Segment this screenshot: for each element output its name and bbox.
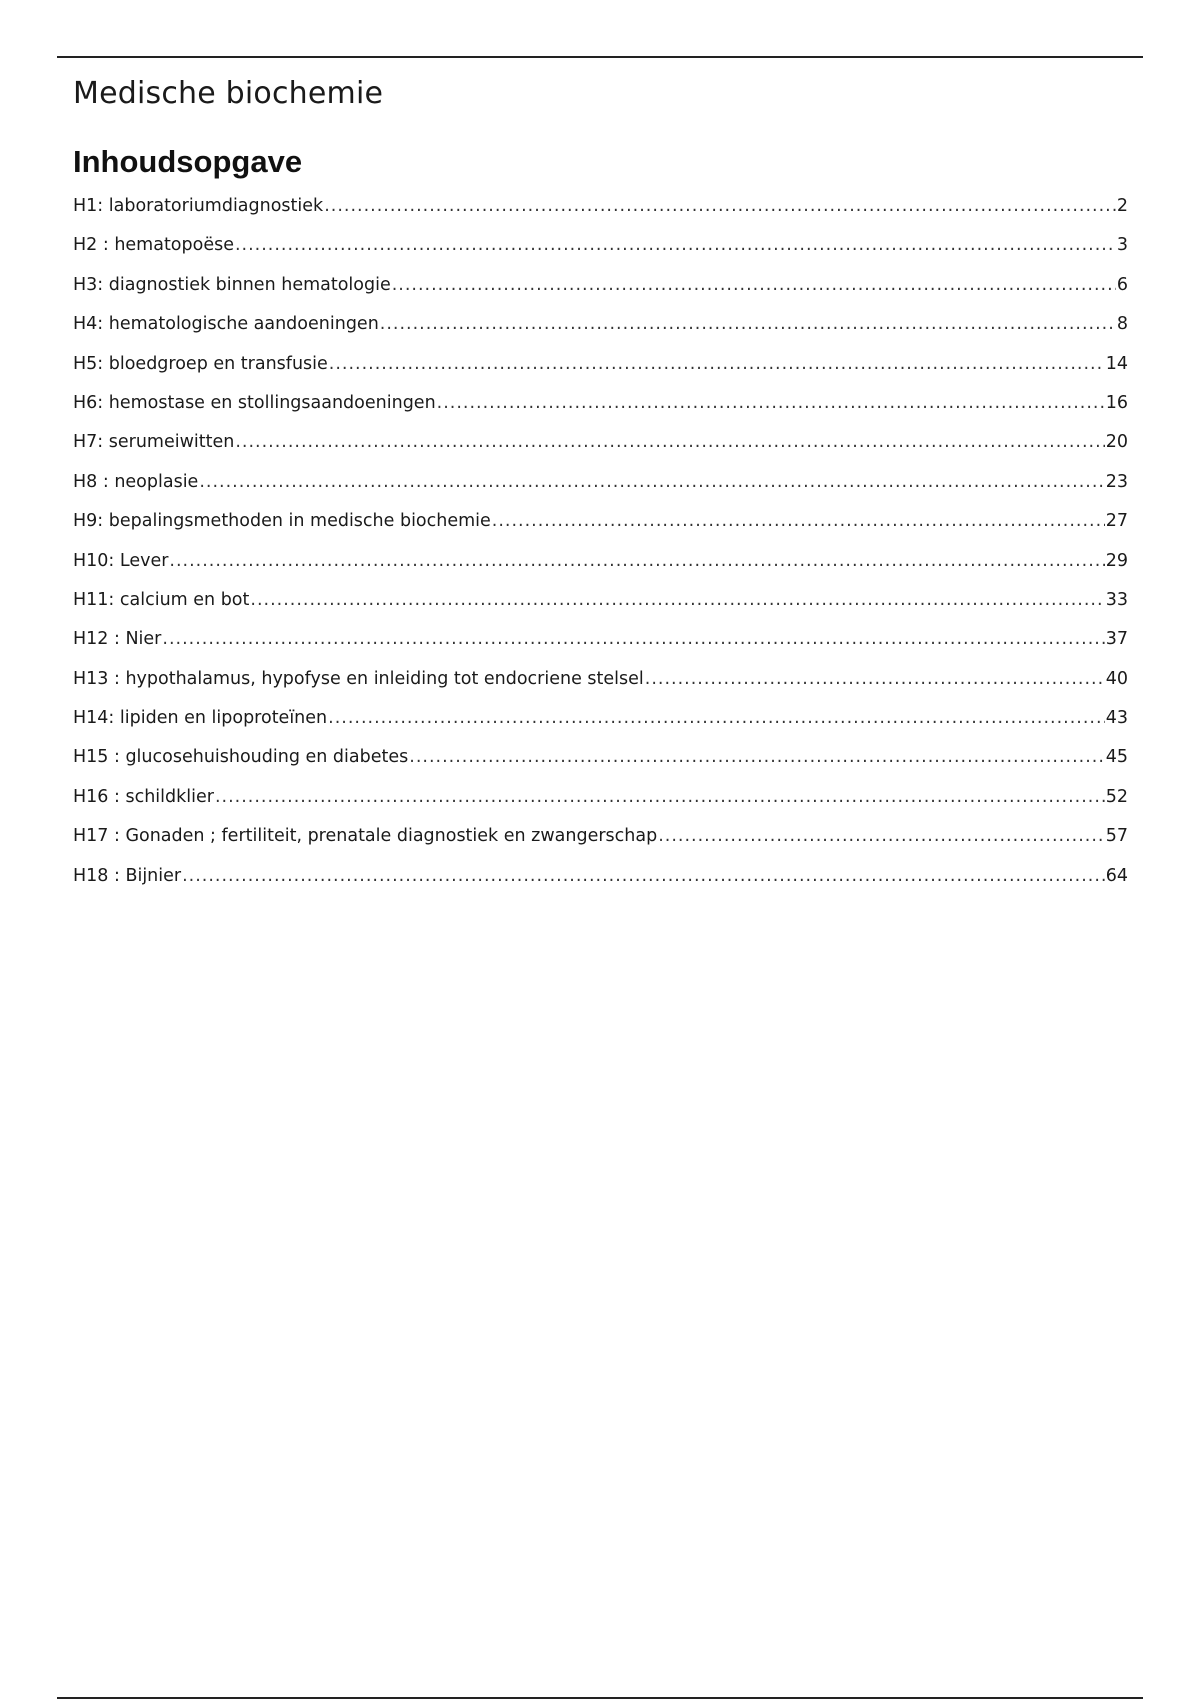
toc-entry-page: 8: [1116, 314, 1128, 335]
toc-leader: [199, 472, 1104, 492]
toc-leader: [250, 590, 1104, 610]
toc-entry[interactable]: [73, 393, 1128, 432]
toc-entry-label: H3: diagnostiek binnen hematologie: [73, 274, 391, 295]
toc-entry-label: H16 : schildklier: [73, 786, 214, 807]
header-rule: [57, 56, 1143, 58]
toc-entry-label: H8 : neoplasie: [73, 471, 199, 492]
toc-entry-page: 57: [1105, 826, 1128, 847]
toc-entry-label: H10: Lever: [73, 550, 169, 571]
toc-entry-label: H5: bloedgroep en transfusie: [73, 353, 328, 374]
toc-entry[interactable]: [73, 629, 1128, 668]
toc-entry-label: H1: laboratoriumdiagnostiek: [73, 196, 324, 216]
toc-entry-page: 37: [1105, 629, 1128, 650]
toc-entry-page: 20: [1105, 432, 1128, 453]
toc-leader: [645, 669, 1105, 689]
toc-entry[interactable]: [73, 196, 1128, 235]
toc-entry[interactable]: [73, 708, 1128, 747]
toc-leader: [329, 354, 1105, 374]
toc-leader: [235, 432, 1104, 452]
toc-entry-label: H15 : glucosehuishouding en diabetes: [73, 747, 409, 768]
toc-entry-page: 64: [1105, 865, 1128, 886]
toc-entry[interactable]: [73, 511, 1128, 550]
toc-leader: [324, 196, 1116, 216]
toc-leader: [380, 314, 1116, 334]
toc-leader: [409, 747, 1104, 767]
toc-entry-label: H6: hemostase en stollingsaandoeningen: [73, 392, 436, 413]
toc-entry[interactable]: [73, 747, 1128, 786]
toc-leader: [169, 551, 1104, 571]
toc-entry-label: H14: lipiden en lipoproteïnen: [73, 708, 328, 729]
toc-leader: [162, 629, 1104, 649]
toc-entry[interactable]: [73, 590, 1128, 629]
table-of-contents: [73, 196, 1128, 905]
toc-leader: [392, 275, 1116, 295]
toc-entry-page: 27: [1105, 511, 1128, 532]
document-title: Medische biochemie: [73, 76, 384, 111]
toc-entry-page: 16: [1105, 392, 1128, 413]
toc-entry-label: H9: bepalingsmethoden in medische biochemie: [73, 511, 491, 532]
toc-heading: Inhoudsopgave: [73, 144, 303, 179]
toc-entry-page: 23: [1105, 471, 1128, 492]
toc-entry-page: 14: [1105, 353, 1128, 374]
toc-leader: [235, 235, 1116, 255]
toc-entry-page: 29: [1105, 550, 1128, 571]
toc-leader: [328, 708, 1105, 728]
toc-entry-page: 6: [1116, 274, 1128, 295]
toc-entry-page: 40: [1105, 668, 1128, 689]
toc-entry[interactable]: [73, 275, 1128, 314]
toc-entry-page: 43: [1105, 708, 1128, 729]
toc-entry-label: H4: hematologische aandoeningen: [73, 314, 379, 335]
toc-leader: [182, 866, 1105, 886]
toc-entry[interactable]: [73, 669, 1128, 708]
footer-rule: [57, 1697, 1143, 1699]
toc-entry-label: H7: serumeiwitten: [73, 432, 235, 453]
toc-entry-page: 52: [1105, 786, 1128, 807]
toc-leader: [658, 826, 1105, 846]
toc-entry[interactable]: [73, 354, 1128, 393]
toc-entry[interactable]: [73, 551, 1128, 590]
toc-leader: [492, 511, 1105, 531]
toc-entry-label: H11: calcium en bot: [73, 589, 250, 610]
toc-entry-label: H2 : hematopoëse: [73, 235, 234, 256]
toc-entry[interactable]: [73, 314, 1128, 353]
toc-leader: [215, 787, 1105, 807]
toc-entry[interactable]: [73, 432, 1128, 471]
toc-entry[interactable]: [73, 866, 1128, 905]
toc-leader: [437, 393, 1105, 413]
toc-entry-page: 33: [1105, 589, 1128, 610]
toc-entry-label: H17 : Gonaden ; fertiliteit, prenatale diagnostiek en zwangerschap: [73, 826, 658, 847]
toc-entry-page: 2: [1116, 196, 1128, 216]
toc-entry-page: 3: [1116, 235, 1128, 256]
toc-entry-label: H13 : hypothalamus, hypofyse en inleiding tot endocriene stelsel: [73, 668, 644, 689]
toc-entry-page: 45: [1105, 747, 1128, 768]
toc-entry[interactable]: [73, 787, 1128, 826]
toc-entry[interactable]: [73, 826, 1128, 865]
toc-entry[interactable]: [73, 472, 1128, 511]
toc-entry[interactable]: [73, 235, 1128, 274]
toc-entry-label: H18 : Bijnier: [73, 865, 182, 886]
toc-entry-label: H12 : Nier: [73, 629, 162, 650]
